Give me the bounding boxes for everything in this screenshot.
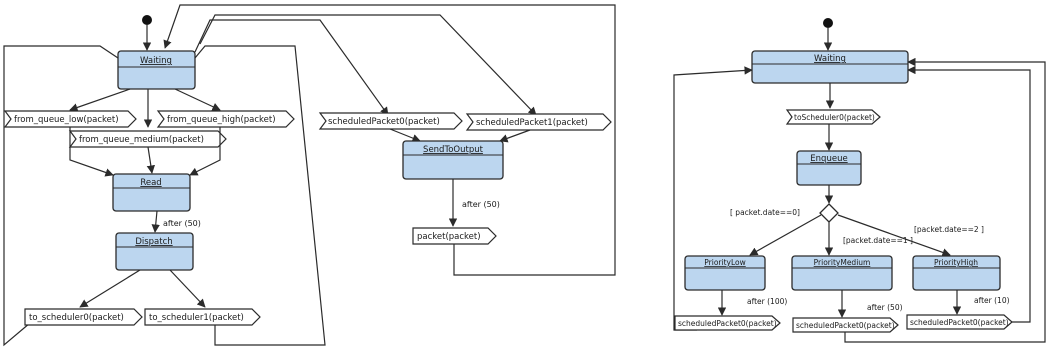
edge-choice-high xyxy=(838,215,950,255)
state-dispatch xyxy=(116,233,193,270)
right-state-waiting xyxy=(752,51,908,83)
state-enqueue xyxy=(797,151,861,185)
state-priority-high-label: PriorityHigh xyxy=(934,258,978,267)
state-waiting-label: Waiting xyxy=(140,56,172,66)
edge-waiting-low xyxy=(70,89,130,110)
state-priority-medium xyxy=(792,256,892,290)
signal-from-queue-low-label: from_queue_low(packet) xyxy=(14,115,119,125)
signal-to-scheduler0-right-label: toScheduler0(packet) xyxy=(794,113,875,122)
left-diagram xyxy=(4,5,615,345)
edge-waiting-high xyxy=(175,89,220,110)
left-inner-loop xyxy=(4,46,118,345)
state-send-to-output xyxy=(403,141,503,179)
state-read-label: Read xyxy=(140,178,162,188)
state-priority-high xyxy=(913,256,1000,290)
state-send-to-output-label: SendToOutput xyxy=(423,145,483,155)
signal-packet-out xyxy=(413,228,496,244)
signal-to-scheduler0-label: to_scheduler0(packet) xyxy=(29,313,124,323)
label-after-low: after (100) xyxy=(747,297,788,306)
signal-scheduled-high-label: scheduledPacket0(packet) xyxy=(910,318,1009,327)
edge-dispatch-sched0 xyxy=(80,270,140,307)
edge-sp0-send xyxy=(390,129,420,141)
signal-scheduled-low xyxy=(675,316,780,330)
state-enqueue-label: Enqueue xyxy=(810,154,848,164)
label-after-read: after (50) xyxy=(163,219,201,228)
signal-to-scheduler0-right xyxy=(787,110,880,124)
right-state-waiting-label: Waiting xyxy=(814,54,846,64)
edge-choice-low xyxy=(750,215,821,255)
signal-packet-out-label: packet(packet) xyxy=(417,232,481,242)
signal-scheduled-low-label: scheduledPacket0(packet) xyxy=(678,319,777,328)
signal-from-queue-medium-label: from_queue_medium(packet) xyxy=(79,135,204,145)
signal-from-queue-high-label: from_queue_high(packet) xyxy=(167,115,276,125)
to-scheduled0-edge xyxy=(195,20,388,115)
guard-low: [ packet.date==0] xyxy=(730,208,800,217)
to-scheduled1-edge xyxy=(200,15,536,115)
signal-from-queue-high xyxy=(158,111,294,127)
label-after-medium: after (50) xyxy=(867,303,903,312)
signal-scheduled-packet1-label: scheduledPacket1(packet) xyxy=(476,118,588,128)
edge-dispatch-sched1 xyxy=(170,270,205,307)
choice-node xyxy=(820,204,838,222)
signal-scheduled-packet1 xyxy=(467,114,611,130)
signal-from-queue-medium xyxy=(70,131,226,147)
guard-high: [packet.date==2 ] xyxy=(914,225,984,234)
state-priority-low xyxy=(685,256,765,290)
guard-medium: [packet.date==1 ] xyxy=(843,236,913,245)
state-priority-low-label: PriorityLow xyxy=(704,258,746,267)
signal-scheduled-packet0 xyxy=(320,113,462,129)
label-after-send: after (50) xyxy=(462,200,500,209)
right-initial-node xyxy=(823,18,833,28)
label-after-high: after (10) xyxy=(974,296,1010,305)
state-dispatch-label: Dispatch xyxy=(135,237,173,247)
edge-sp1-send xyxy=(500,130,530,141)
signal-from-queue-low xyxy=(5,111,136,127)
signal-scheduled-medium-label: scheduledPacket0(packet) xyxy=(796,321,895,330)
signal-to-scheduler1-label: to_scheduler1(packet) xyxy=(149,313,244,323)
edge-read-dispatch xyxy=(155,211,157,232)
left-outer-loop xyxy=(195,46,325,345)
signal-scheduled-high xyxy=(907,315,1012,329)
right-diagram xyxy=(674,18,1045,342)
signal-to-scheduler0 xyxy=(25,309,142,325)
left-initial-node xyxy=(142,15,152,25)
signal-scheduled-medium xyxy=(793,318,898,332)
edge-medium-read xyxy=(148,147,152,173)
loop-medium-waiting xyxy=(845,62,1045,342)
signal-to-scheduler1 xyxy=(145,309,260,325)
state-priority-medium-label: PriorityMedium xyxy=(813,258,871,267)
state-read xyxy=(113,174,190,211)
state-waiting xyxy=(118,51,195,89)
loop-low-waiting xyxy=(674,70,752,330)
signal-scheduled-packet0-label: scheduledPacket0(packet) xyxy=(328,117,440,127)
